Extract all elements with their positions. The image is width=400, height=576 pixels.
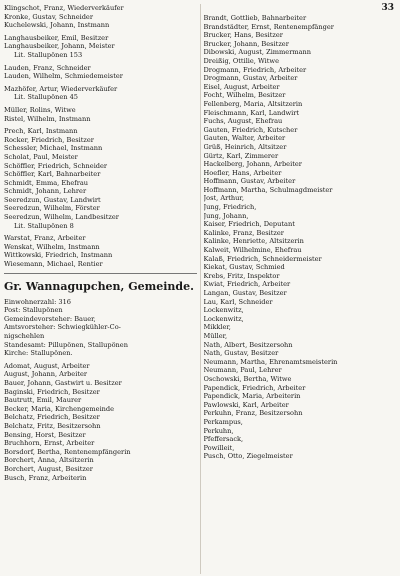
- left-top-entry: Wittkowski, Friedrich, Instmann: [4, 251, 113, 260]
- left-top-entry: Lit. Stallupönen 153: [14, 50, 83, 59]
- right-entry: Drogmann, Friedrich, Arbeiter: [203, 65, 307, 74]
- right-entry: Kalinke, Franz, Besitzer: [203, 228, 284, 237]
- right-entry: Fuchs, August, Ehefrau: [203, 117, 283, 126]
- left-top-entry: Schöffler, Karl, Bahnarbeiter: [4, 170, 101, 179]
- left-bottom-entry: Kirche: Stallupönen.: [4, 349, 73, 358]
- right-entry: Hoefler, Hans, Arbeiter: [203, 168, 282, 177]
- page-number: 33: [381, 3, 394, 13]
- right-entry: Drogmann, Gustav, Arbeiter: [203, 74, 298, 83]
- left-top-entry: Lauden, Franz, Schneider: [4, 63, 91, 72]
- right-entry: Lau, Karl, Schneider: [203, 297, 273, 306]
- left-top-entry: Wenskat, Wilhelm, Instmann: [4, 242, 100, 251]
- left-top-entry: Lauden, Wilhelm, Schmiedemeister: [4, 72, 123, 81]
- left-bottom-entry: Adomat, August, Arbeiter: [4, 361, 90, 370]
- left-bottom-entry: Baginski, Friedrich, Besitzer: [4, 387, 100, 396]
- right-entry: Kaiser, Friedrich, Deputant: [203, 220, 295, 229]
- left-bottom-list: [4, 298, 197, 482]
- left-top-entry: Schessler, Michael, Instmann: [4, 144, 103, 153]
- right-entry: Oschowski, Bertha, Witwe: [203, 374, 292, 383]
- right-entry: Hoffmann, Martha, Schulmagdmeister: [203, 185, 333, 194]
- right-entry: Neumann, Paul, Lehrer: [203, 366, 282, 375]
- section-heading: Gr. Wannagupchen, Gemeinde.: [4, 279, 194, 293]
- left-top-list: [4, 4, 197, 269]
- left-top-entry: Prech, Karl, Instmann: [4, 127, 78, 136]
- left-top-entry: Schmidt, Johann, Lehrer: [4, 187, 87, 196]
- right-entry: Papendick, Maria, Arbeiterin: [203, 392, 301, 401]
- right-entry: Kwiat, Friedrich, Arbeiter: [203, 280, 291, 289]
- left-top-entry: Scholat, Paul, Meister: [4, 152, 78, 161]
- right-entry: Gürtz, Karl, Zimmerer: [203, 151, 279, 160]
- right-entry: Nath, Albert, Besitzersohn: [203, 340, 293, 349]
- left-top-entry: Langhausbeiker, Emil, Besitzer: [4, 33, 109, 42]
- left-bottom-entry: Belchatz, Fritz, Besitzersohn: [4, 421, 101, 430]
- right-entry: Jung, Friedrich,: [203, 203, 257, 212]
- right-entry: Hackelberg, Johann, Arbeiter: [203, 160, 302, 169]
- right-entry: Lockenwitz,: [203, 314, 244, 323]
- right-entry: Kalinke, Henriette, Altsitzerin: [203, 237, 304, 246]
- right-entry: Perkampus,: [203, 417, 243, 426]
- left-top-entry: Langhausbeiker, Johann, Meister: [4, 42, 115, 51]
- right-entry: Kalaß, Friedrich, Schneidermeister: [203, 254, 322, 263]
- left-bottom-entry: nigschehlen: [4, 332, 45, 340]
- right-entry: Eisel, August, Arbeiter: [203, 82, 280, 91]
- right-entry: Perkuhn,: [203, 426, 234, 435]
- right-entry: Gauten, Friedrich, Kutscher: [203, 125, 298, 134]
- left-bottom-entry: Belchatz, Friedrich, Besitzer: [4, 413, 100, 422]
- left-bottom-entry: Post: Stallupönen: [4, 306, 63, 315]
- right-entry: Brandstädter, Ernst, Rentenempfänger: [203, 22, 334, 31]
- section-rule: [4, 273, 197, 274]
- right-column: [200, 4, 397, 574]
- left-top-entry: Kronke, Gustav, Schneider: [4, 12, 93, 21]
- left-bottom-entry: Bauer, Johann, Gastwirt u. Besitzer: [4, 378, 122, 387]
- right-entry: Kiekat, Gustav, Schmied: [203, 263, 285, 272]
- left-bottom-entry: Becker, Maria, Kirchengemeinde: [4, 404, 115, 413]
- left-top-entry: Wiesemann, Michael, Rentier: [4, 260, 103, 269]
- left-bottom-entry: Borsdorf, Bertha, Rentenempfängerin: [4, 447, 131, 456]
- left-top-entry: Seeredzun, Gustav, Landwirt: [4, 195, 101, 204]
- right-entry: Focht, Wilhelm, Besitzer: [203, 91, 286, 100]
- right-entry: Dibowski, August, Zimmermann: [203, 48, 312, 57]
- columns: [4, 4, 396, 574]
- left-bottom-entry: Bruchhorn, Ernst, Arbeiter: [4, 439, 95, 448]
- right-entry: Brucker, Johann, Besitzer: [203, 39, 289, 48]
- right-entry: Gauten, Walter, Arbeiter: [203, 134, 286, 143]
- left-top-entry: Lit. Stallupönen 8: [14, 221, 74, 230]
- right-entry: Powilleit,: [203, 443, 235, 452]
- right-entry: Kalweit, Wilhelmine, Ehefrau: [203, 246, 302, 255]
- left-top-entry: Rocker, Friedrich, Besitzer: [4, 135, 94, 144]
- left-top-entry: Kuchelewski, Johann, Instmann: [4, 21, 110, 30]
- right-entry: Pfeffersack,: [203, 435, 244, 444]
- left-top-entry: Seeredzun, Wilhelm, Landbesitzer: [4, 213, 119, 222]
- left-top-entry: Ristel, Wilhelm, Instmann: [4, 114, 91, 123]
- right-entry: Grüß, Heinrich, Altsitzer: [203, 142, 287, 151]
- right-entry: Hoffmann, Gustav, Arbeiter: [203, 177, 296, 186]
- right-entry: Mikkler,: [203, 323, 231, 332]
- left-bottom-entry: Busch, Franz, Arbeiterin: [4, 473, 87, 482]
- right-entry: Brandt, Gottlieb, Bahnarbeiter: [203, 14, 307, 22]
- left-bottom-entry: Borchert, Anna, Altsitzerin: [4, 456, 94, 465]
- left-bottom-entry: Standesamt: Pillupönen, Stallupönen: [4, 340, 128, 349]
- left-top-entry: Müller, Rolins, Witwe: [4, 105, 76, 114]
- right-entry: Neumann, Martha, Ehrenamtsmeisterin: [203, 357, 338, 366]
- left-top-entry: Schmidt, Emma, Ehefrau: [4, 178, 89, 187]
- right-list: [204, 14, 397, 461]
- right-entry: Nath, Gustav, Besitzer: [203, 349, 279, 358]
- left-bottom-entry: Borchert, August, Besitzer: [4, 464, 93, 473]
- left-top-entry: Seeredzun, Wilhelm, Förster: [4, 204, 100, 213]
- right-entry: Brucker, Hans, Besitzer: [203, 31, 283, 40]
- right-entry: Fleischmann, Karl, Landwirt: [203, 108, 300, 117]
- right-entry: Dreißig, Ottilie, Witwe: [203, 56, 279, 65]
- left-bottom-entry: Amtsvorsteher: Schwiegkühler-Co-: [4, 323, 121, 332]
- left-top-entry: Warstat, Franz, Arbeiter: [4, 234, 86, 243]
- left-top-entry: Mazhöfer, Artur, Wiederverkäufer: [4, 84, 118, 93]
- right-entry: Krebs, Fritz, Inspektor: [203, 271, 280, 280]
- left-bottom-entry: Bautrutt, Emil, Maurer: [4, 396, 82, 405]
- left-column: [4, 4, 200, 574]
- left-bottom-entry: Gemeindevorsteher: Bauer,: [4, 314, 96, 323]
- left-bottom-entry: August, Johann, Arbeiter: [4, 370, 88, 379]
- right-entry: Langan, Gustav, Besitzer: [203, 289, 287, 297]
- right-entry: Jost, Arthur,: [203, 194, 244, 203]
- right-entry: Pawlowski, Karl, Arbeiter: [203, 400, 289, 409]
- left-top-entry: Lit. Stallupönen 45: [14, 93, 78, 102]
- left-top-entry: Schöffler, Friedrich, Schneider: [4, 161, 108, 170]
- left-bottom-entry: Einwohnerzahl: 316: [4, 297, 71, 306]
- right-entry: Lockenwitz,: [203, 306, 244, 315]
- right-entry: Papendick, Friedrich, Arbeiter: [203, 383, 306, 392]
- right-entry: Fellenberg, Maria, Altsitzerin: [203, 99, 303, 108]
- right-entry: Pusch, Otto, Ziegelmeister: [203, 452, 293, 461]
- right-entry: Jung, Johann,: [203, 211, 249, 220]
- left-bottom-entry: Bensing, Horst, Besitzer: [4, 430, 86, 439]
- right-entry: Müller,: [203, 331, 228, 340]
- left-top-entry: Klingschot, Franz, Wiederverkäufer: [4, 4, 124, 12]
- right-entry: Perkuhn, Franz, Besitzersohn: [203, 409, 303, 418]
